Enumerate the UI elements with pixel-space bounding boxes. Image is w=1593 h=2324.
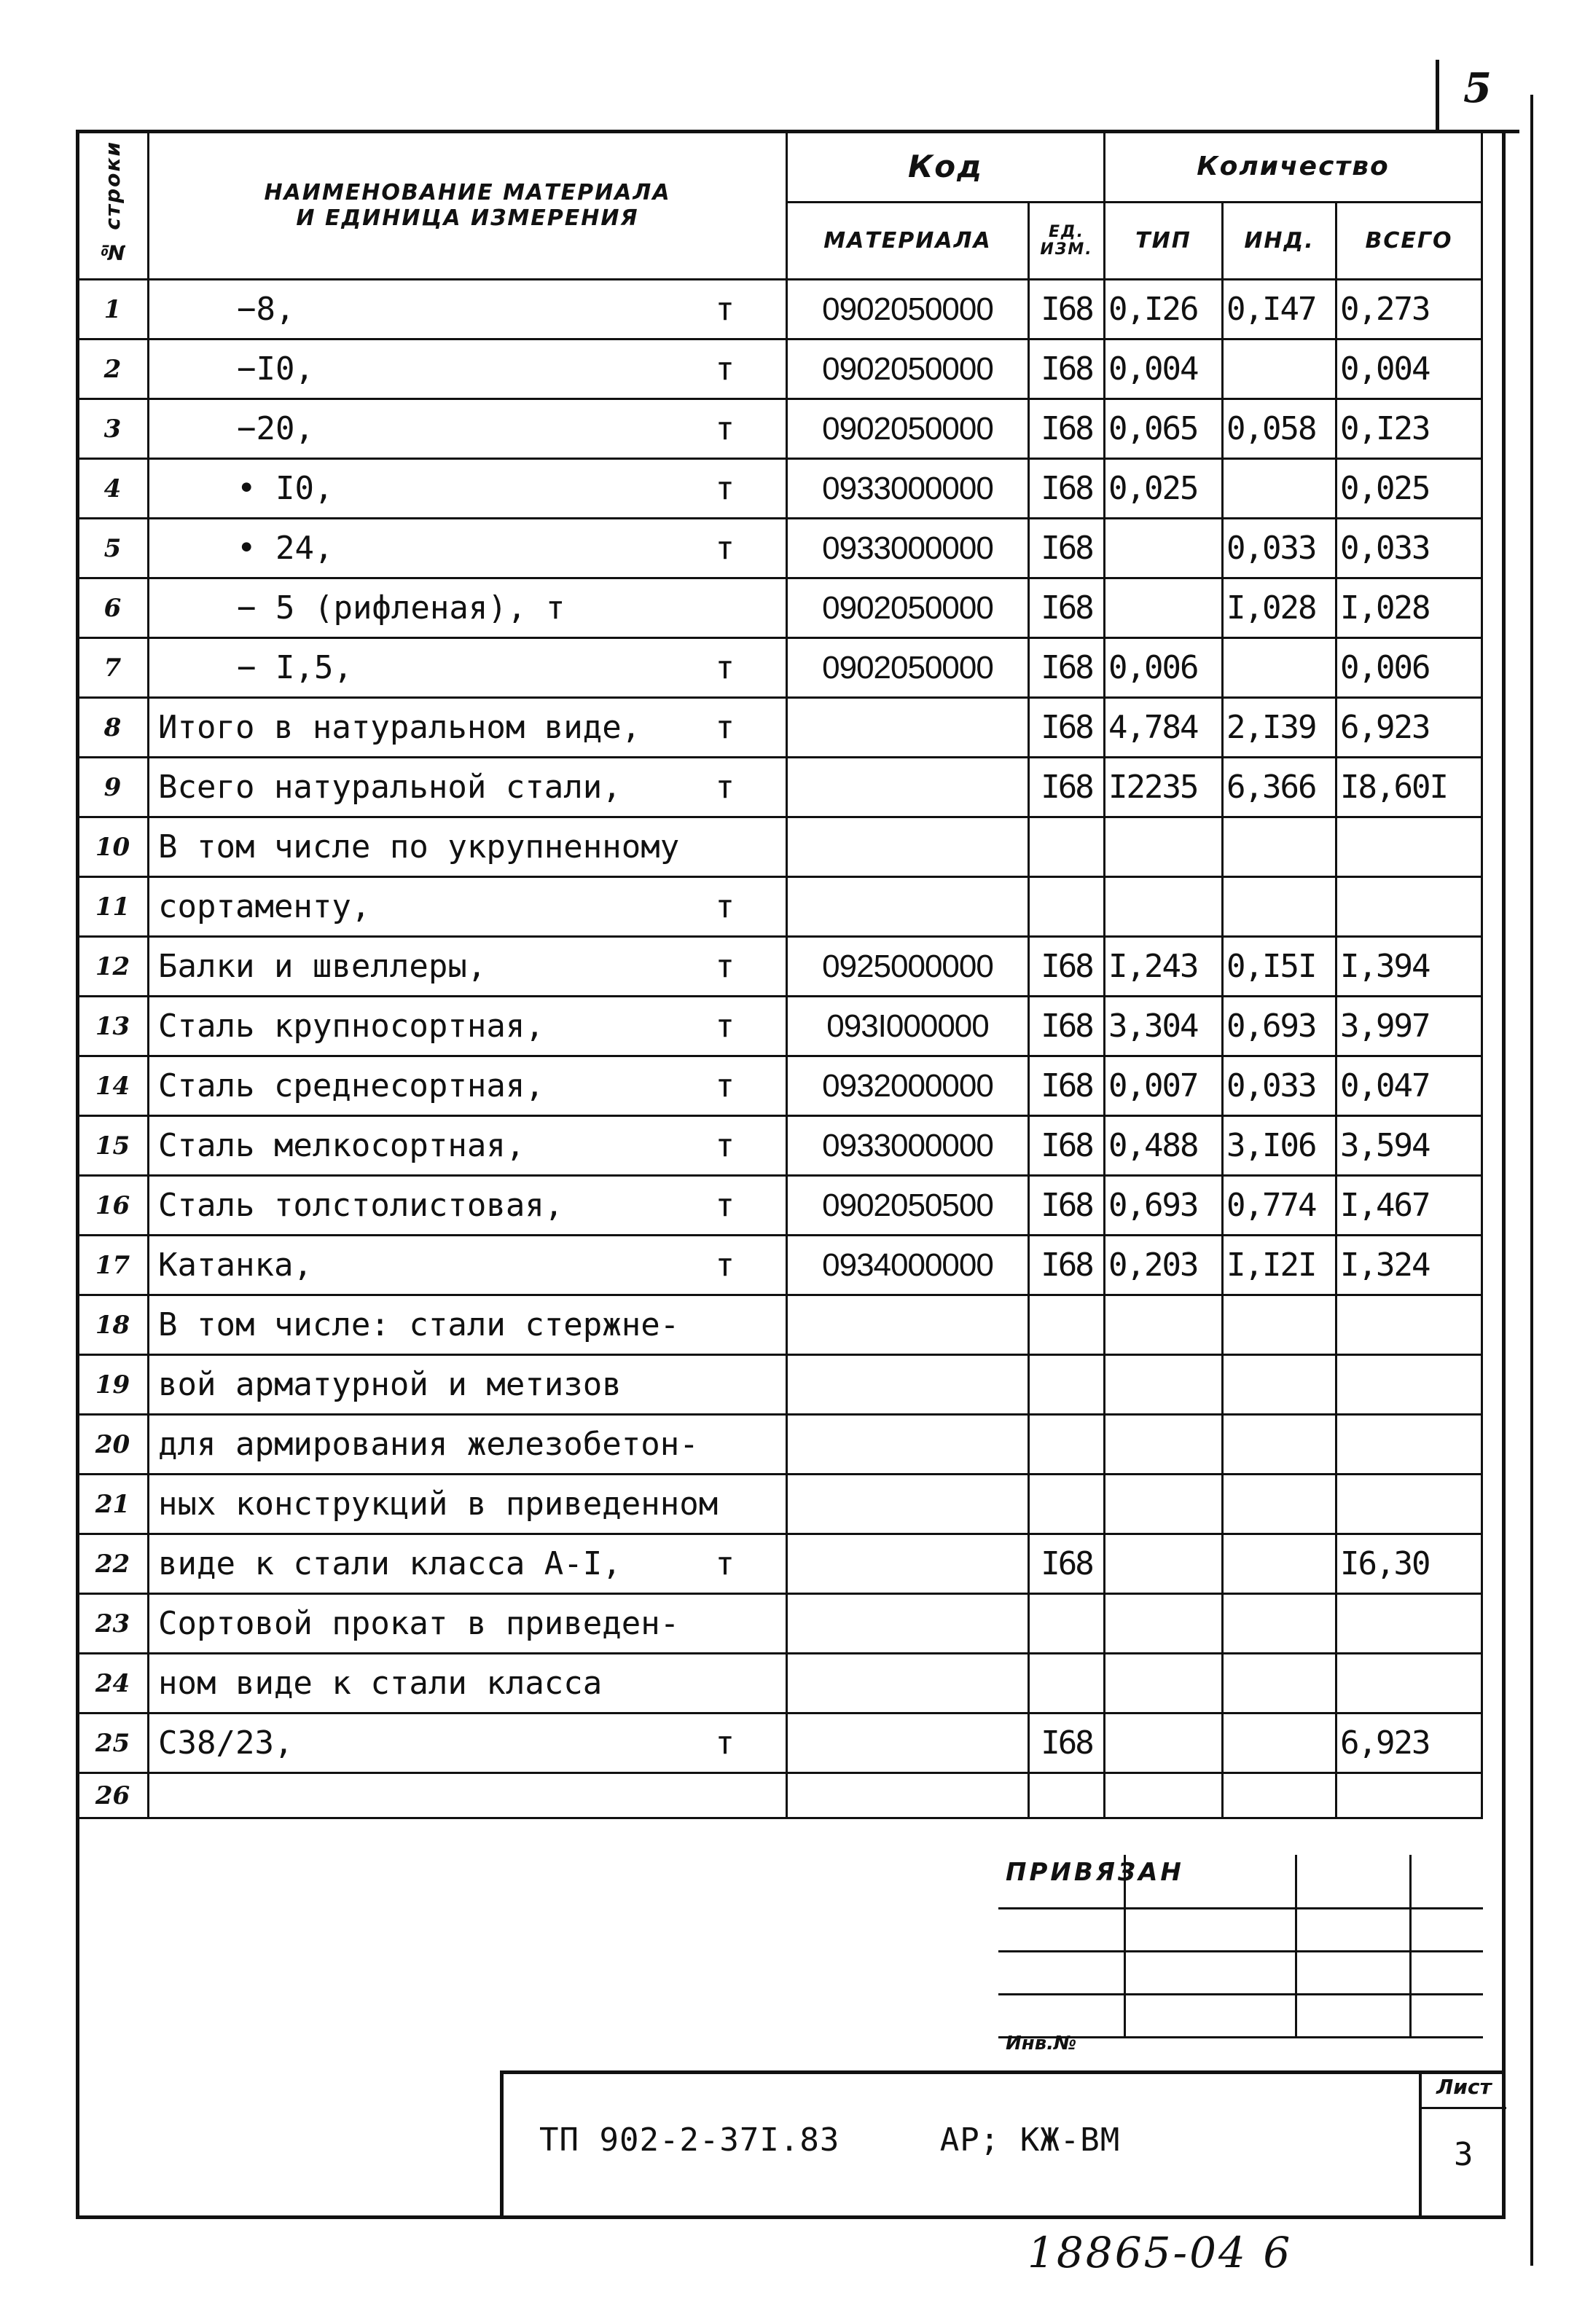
- quantity-total: I8,60I: [1336, 758, 1482, 817]
- row-number: 6: [77, 578, 149, 638]
- material-code: [787, 698, 1029, 758]
- material-name: [149, 1056, 787, 1116]
- quantity-tip: 0,065: [1105, 399, 1223, 459]
- unit-text: т: [715, 888, 735, 925]
- quantity-ind: [1223, 1534, 1336, 1594]
- material-name: [149, 1355, 787, 1415]
- quantity-total: 6,923: [1336, 698, 1482, 758]
- table-row: [77, 1415, 1482, 1475]
- quantity-ind: [1223, 1773, 1336, 1818]
- sheet-box: [1419, 2070, 1506, 2219]
- quantity-total: 0,273: [1336, 280, 1482, 339]
- quantity-total: 0,025: [1336, 459, 1482, 519]
- material-name: [149, 459, 787, 519]
- row-number: 22: [77, 1534, 149, 1594]
- material-name-text: ных конструкций в приведенном: [158, 1485, 719, 1523]
- material-name-text: В том числе по укрупненному: [158, 828, 680, 865]
- quantity-ind: [1223, 1475, 1336, 1534]
- unit-code: [1029, 1475, 1105, 1534]
- material-name: [149, 1236, 787, 1295]
- quantity-total: 0,004: [1336, 339, 1482, 399]
- materials-table: [76, 130, 1483, 1819]
- unit-text: т: [715, 1545, 735, 1582]
- material-name-text: ном виде к стали класса: [158, 1665, 603, 1702]
- material-name: [149, 937, 787, 997]
- quantity-total: 6,923: [1336, 1713, 1482, 1773]
- quantity-tip: [1105, 877, 1223, 937]
- quantity-tip: [1105, 519, 1223, 578]
- table-row: [77, 339, 1482, 399]
- quantity-ind: 3,I06: [1223, 1116, 1336, 1176]
- header-tip: ТИП: [1105, 203, 1223, 280]
- quantity-total: I,467: [1336, 1176, 1482, 1236]
- unit-code: I68: [1029, 1056, 1105, 1116]
- row-number: 19: [77, 1355, 149, 1415]
- grid-cell: [1125, 1952, 1296, 1995]
- table-row: [77, 1654, 1482, 1713]
- unit-code: I68: [1029, 638, 1105, 698]
- table-row: [77, 1713, 1482, 1773]
- material-name-text: С38/23,: [158, 1724, 294, 1762]
- header-ind: ИНД.: [1223, 203, 1336, 280]
- material-name-text: −20,: [237, 410, 314, 447]
- row-number: 4: [77, 459, 149, 519]
- document-designation: ТП 902-2-37I.83 АР; КЖ-ВМ: [539, 2121, 1121, 2159]
- material-code: 0902050000: [787, 339, 1029, 399]
- header-unit-code: [1029, 203, 1105, 280]
- row-number: 11: [77, 877, 149, 937]
- table-row: [77, 1056, 1482, 1116]
- material-name-text: Сталь толстолистовая,: [158, 1187, 564, 1224]
- unit-code: I68: [1029, 578, 1105, 638]
- material-code: [787, 877, 1029, 937]
- material-name: [149, 339, 787, 399]
- row-number: 13: [77, 997, 149, 1056]
- grid-cell: [1411, 1995, 1484, 2038]
- quantity-ind: 6,366: [1223, 758, 1336, 817]
- material-name: [149, 638, 787, 698]
- row-number: 9: [77, 758, 149, 817]
- material-name: [149, 1654, 787, 1713]
- material-name: [149, 1116, 787, 1176]
- unit-code: I68: [1029, 399, 1105, 459]
- material-name: [149, 877, 787, 937]
- table-row: [77, 1534, 1482, 1594]
- header-name: [149, 131, 787, 280]
- quantity-ind: 0,774: [1223, 1176, 1336, 1236]
- quantity-ind: [1223, 1594, 1336, 1654]
- unit-code: [1029, 1654, 1105, 1713]
- unit-code: I68: [1029, 1236, 1105, 1295]
- sheet-label: Лист: [1436, 2075, 1492, 2099]
- quantity-total: 0,033: [1336, 519, 1482, 578]
- table-row: [77, 698, 1482, 758]
- table-row: [77, 1116, 1482, 1176]
- quantity-total: 3,997: [1336, 997, 1482, 1056]
- material-name-text: сортаменту,: [158, 888, 371, 925]
- quantity-total: [1336, 1415, 1482, 1475]
- archive-number: 18865-04 6: [1028, 2228, 1293, 2277]
- unit-text: т: [715, 291, 735, 328]
- unit-text: т: [715, 1067, 735, 1104]
- inventory-number-label: Инв.№: [1006, 2033, 1077, 2054]
- row-number: 5: [77, 519, 149, 578]
- quantity-total: [1336, 877, 1482, 937]
- row-number: 17: [77, 1236, 149, 1295]
- quantity-tip: 0,007: [1105, 1056, 1223, 1116]
- row-number: 23: [77, 1594, 149, 1654]
- quantity-tip: 0,025: [1105, 459, 1223, 519]
- quantity-total: [1336, 1594, 1482, 1654]
- quantity-tip: 0,I26: [1105, 280, 1223, 339]
- page-number: 5: [1463, 64, 1492, 112]
- table-row: [77, 638, 1482, 698]
- quantity-ind: [1223, 817, 1336, 877]
- row-number: 18: [77, 1295, 149, 1355]
- quantity-ind: 0,693: [1223, 997, 1336, 1056]
- material-name: [149, 817, 787, 877]
- material-name: [149, 1594, 787, 1654]
- quantity-ind: 0,I47: [1223, 280, 1336, 339]
- quantity-tip: [1105, 578, 1223, 638]
- unit-text: т: [715, 769, 735, 806]
- quantity-ind: 0,033: [1223, 519, 1336, 578]
- material-code: 0933000000: [787, 519, 1029, 578]
- material-name: [149, 758, 787, 817]
- table-row: [77, 877, 1482, 937]
- quantity-tip: [1105, 1415, 1223, 1475]
- grid-cell: [1296, 1995, 1411, 2038]
- table-row: [77, 399, 1482, 459]
- quantity-tip: I2235: [1105, 758, 1223, 817]
- table-row: [77, 758, 1482, 817]
- material-code: 0933000000: [787, 1116, 1029, 1176]
- unit-text: т: [715, 1724, 735, 1762]
- material-name: [149, 1773, 787, 1818]
- quantity-total: [1336, 1295, 1482, 1355]
- header-code: Код: [787, 131, 1105, 203]
- quantity-ind: 0,033: [1223, 1056, 1336, 1116]
- quantity-ind: [1223, 877, 1336, 937]
- quantity-tip: 0,004: [1105, 339, 1223, 399]
- quantity-ind: 2,I39: [1223, 698, 1336, 758]
- quantity-total: [1336, 1475, 1482, 1534]
- quantity-tip: [1105, 1713, 1223, 1773]
- quantity-ind: [1223, 459, 1336, 519]
- table-row: [77, 1594, 1482, 1654]
- unit-code: [1029, 1355, 1105, 1415]
- material-name: [149, 280, 787, 339]
- material-name-text: Сталь мелкосортная,: [158, 1127, 525, 1164]
- quantity-tip: 3,304: [1105, 997, 1223, 1056]
- unit-text: т: [715, 948, 735, 985]
- unit-code: I68: [1029, 1534, 1105, 1594]
- quantity-ind: [1223, 638, 1336, 698]
- quantity-tip: 0,693: [1105, 1176, 1223, 1236]
- material-code: [787, 1773, 1029, 1818]
- material-name-text: Всего натуральной стали,: [158, 769, 622, 806]
- unit-code: [1029, 1415, 1105, 1475]
- quantity-total: [1336, 817, 1482, 877]
- unit-code: [1029, 1295, 1105, 1355]
- header-unit-code-line2: ИЗМ.: [1040, 240, 1093, 259]
- grid-cell: [1296, 1855, 1411, 1909]
- quantity-tip: [1105, 1355, 1223, 1415]
- material-name: [149, 519, 787, 578]
- material-code: [787, 1594, 1029, 1654]
- row-number: 12: [77, 937, 149, 997]
- quantity-total: [1336, 1773, 1482, 1818]
- material-name: [149, 1713, 787, 1773]
- material-name-text: Сталь среднесортная,: [158, 1067, 544, 1104]
- quantity-tip: [1105, 1654, 1223, 1713]
- unit-text: т: [715, 709, 735, 746]
- header-name-line1: НАИМЕНОВАНИЕ МАТЕРИАЛА: [264, 179, 671, 205]
- quantity-tip: 0,006: [1105, 638, 1223, 698]
- material-name: [149, 1295, 787, 1355]
- grid-cell: [998, 1952, 1125, 1995]
- row-number: 8: [77, 698, 149, 758]
- unit-code: I68: [1029, 1116, 1105, 1176]
- material-name: [149, 1534, 787, 1594]
- unit-text: т: [715, 1008, 735, 1045]
- row-number: 15: [77, 1116, 149, 1176]
- unit-code: I68: [1029, 459, 1105, 519]
- table-row: [77, 1176, 1482, 1236]
- table-row: [77, 1475, 1482, 1534]
- quantity-ind: I,I2I: [1223, 1236, 1336, 1295]
- quantity-tip: 4,784: [1105, 698, 1223, 758]
- quantity-tip: [1105, 1594, 1223, 1654]
- unit-text: т: [715, 470, 735, 507]
- material-name: [149, 997, 787, 1056]
- material-name: [149, 578, 787, 638]
- unit-code: I68: [1029, 339, 1105, 399]
- row-number: 26: [77, 1773, 149, 1818]
- grid-cell: [1411, 1855, 1484, 1909]
- header-row-no: [77, 131, 149, 280]
- table-row: [77, 997, 1482, 1056]
- material-name-text: Катанка,: [158, 1247, 313, 1284]
- material-code: 0925000000: [787, 937, 1029, 997]
- material-code: [787, 1355, 1029, 1415]
- row-number: 16: [77, 1176, 149, 1236]
- row-number: 21: [77, 1475, 149, 1534]
- grid-cell: [1411, 1952, 1484, 1995]
- row-number: 7: [77, 638, 149, 698]
- table-row: [77, 578, 1482, 638]
- material-name-text: Сталь крупносортная,: [158, 1008, 544, 1045]
- margin-line: [1530, 95, 1533, 2266]
- material-name-text: − I,5,: [237, 649, 353, 686]
- material-name: [149, 399, 787, 459]
- header-material: МАТЕРИАЛА: [787, 203, 1029, 280]
- quantity-total: 0,047: [1336, 1056, 1482, 1116]
- unit-code: I68: [1029, 280, 1105, 339]
- quantity-total: [1336, 1355, 1482, 1415]
- unit-code: I68: [1029, 519, 1105, 578]
- privyazan-label: ПРИВЯЗАН: [1006, 1858, 1184, 1887]
- row-number: 20: [77, 1415, 149, 1475]
- unit-text: т: [715, 649, 735, 686]
- material-code: [787, 1713, 1029, 1773]
- table-row: [77, 817, 1482, 877]
- unit-text: т: [715, 530, 735, 567]
- quantity-total: I,028: [1336, 578, 1482, 638]
- quantity-ind: I,028: [1223, 578, 1336, 638]
- unit-code: [1029, 877, 1105, 937]
- quantity-ind: [1223, 1295, 1336, 1355]
- quantity-tip: [1105, 817, 1223, 877]
- material-name: [149, 698, 787, 758]
- unit-code: I68: [1029, 937, 1105, 997]
- quantity-total: 3,594: [1336, 1116, 1482, 1176]
- material-code: 0932000000: [787, 1056, 1029, 1116]
- quantity-ind: 0,I5I: [1223, 937, 1336, 997]
- quantity-total: I,394: [1336, 937, 1482, 997]
- grid-cell: [1125, 1855, 1296, 1909]
- sheet-label-cell: [1422, 2070, 1506, 2109]
- unit-code: I68: [1029, 698, 1105, 758]
- material-code: 0902050000: [787, 280, 1029, 339]
- table-body: [77, 280, 1482, 1818]
- table-row: [77, 1236, 1482, 1295]
- material-code: 0902050000: [787, 399, 1029, 459]
- material-name: [149, 1176, 787, 1236]
- quantity-total: 0,006: [1336, 638, 1482, 698]
- table-row: [77, 1355, 1482, 1415]
- header-quantity: Количество: [1105, 131, 1482, 203]
- grid-cell: [998, 1909, 1125, 1952]
- quantity-ind: 0,058: [1223, 399, 1336, 459]
- material-code: [787, 1415, 1029, 1475]
- quantity-ind: [1223, 1355, 1336, 1415]
- material-name-text: вой арматурной и метизов: [158, 1366, 622, 1403]
- header-total: ВСЕГО: [1336, 203, 1482, 280]
- grid-cell: [1125, 1995, 1296, 2038]
- unit-text: т: [715, 350, 735, 388]
- material-name-text: для армирования железобетон-: [158, 1426, 699, 1463]
- row-number: 14: [77, 1056, 149, 1116]
- approval-grid: [998, 1855, 1483, 2038]
- header-name-line2: И ЕДИНИЦА ИЗМЕРЕНИЯ: [296, 205, 639, 231]
- material-name-text: −I0,: [237, 350, 314, 388]
- material-code: [787, 817, 1029, 877]
- material-code: 0902050000: [787, 638, 1029, 698]
- grid-cell: [998, 1855, 1125, 1909]
- quantity-tip: 0,203: [1105, 1236, 1223, 1295]
- header-unit-code-line1: ЕД.: [1049, 222, 1084, 241]
- grid-cell: [1296, 1909, 1411, 1952]
- grid-cell: [998, 1995, 1125, 2038]
- unit-code: [1029, 1773, 1105, 1818]
- quantity-total: I6,30: [1336, 1534, 1482, 1594]
- quantity-tip: I,243: [1105, 937, 1223, 997]
- table-row: [77, 459, 1482, 519]
- row-number: 24: [77, 1654, 149, 1713]
- quantity-ind: [1223, 1415, 1336, 1475]
- unit-code: [1029, 1594, 1105, 1654]
- material-code: 0902050000: [787, 578, 1029, 638]
- unit-code: I68: [1029, 758, 1105, 817]
- material-name-text: • 24,: [237, 530, 334, 567]
- material-name-text: • I0,: [237, 470, 334, 507]
- quantity-total: [1336, 1654, 1482, 1713]
- table-row: [77, 1773, 1482, 1818]
- material-name-text: Итого в натуральном виде,: [158, 709, 641, 746]
- material-code: 093I000000: [787, 997, 1029, 1056]
- unit-code: I68: [1029, 997, 1105, 1056]
- row-number: 2: [77, 339, 149, 399]
- unit-text: т: [715, 1187, 735, 1224]
- quantity-tip: [1105, 1295, 1223, 1355]
- unit-code: [1029, 817, 1105, 877]
- material-name-text: виде к стали класса А-I,: [158, 1545, 622, 1582]
- quantity-total: I,324: [1336, 1236, 1482, 1295]
- quantity-tip: [1105, 1773, 1223, 1818]
- table-row: [77, 937, 1482, 997]
- table-row: [77, 280, 1482, 339]
- grid-cell: [1411, 1909, 1484, 1952]
- unit-code: I68: [1029, 1176, 1105, 1236]
- quantity-tip: 0,488: [1105, 1116, 1223, 1176]
- grid-cell: [1296, 1952, 1411, 1995]
- unit-text: т: [715, 410, 735, 447]
- quantity-tip: [1105, 1475, 1223, 1534]
- material-code: 0934000000: [787, 1236, 1029, 1295]
- row-number: 10: [77, 817, 149, 877]
- quantity-ind: [1223, 1654, 1336, 1713]
- material-code: [787, 1295, 1029, 1355]
- material-name-text: Сортовой прокат в приведен-: [158, 1605, 680, 1642]
- material-name-text: В том числе: стали стержне-: [158, 1306, 680, 1343]
- quantity-total: 0,I23: [1336, 399, 1482, 459]
- material-name-text: − 5 (рифленая), т: [237, 589, 565, 627]
- material-code: 0933000000: [787, 459, 1029, 519]
- row-number: 1: [77, 280, 149, 339]
- row-number: 25: [77, 1713, 149, 1773]
- material-name: [149, 1475, 787, 1534]
- table-row: [77, 519, 1482, 578]
- material-name: [149, 1415, 787, 1475]
- grid-cell: [1125, 1909, 1296, 1952]
- material-code: [787, 1654, 1029, 1713]
- unit-code: I68: [1029, 1713, 1105, 1773]
- row-number: 3: [77, 399, 149, 459]
- material-name-text: −8,: [237, 291, 295, 328]
- header-row-no-label: № строки: [101, 140, 125, 264]
- material-code: [787, 1475, 1029, 1534]
- material-code: 0902050500: [787, 1176, 1029, 1236]
- unit-text: т: [715, 1127, 735, 1164]
- table-row: [77, 1295, 1482, 1355]
- sheet-number: 3: [1454, 2136, 1473, 2173]
- quantity-ind: [1223, 339, 1336, 399]
- material-code: [787, 758, 1029, 817]
- unit-text: т: [715, 1247, 735, 1284]
- material-code: [787, 1534, 1029, 1594]
- quantity-tip: [1105, 1534, 1223, 1594]
- quantity-ind: [1223, 1713, 1336, 1773]
- material-name-text: Балки и швеллеры,: [158, 948, 487, 985]
